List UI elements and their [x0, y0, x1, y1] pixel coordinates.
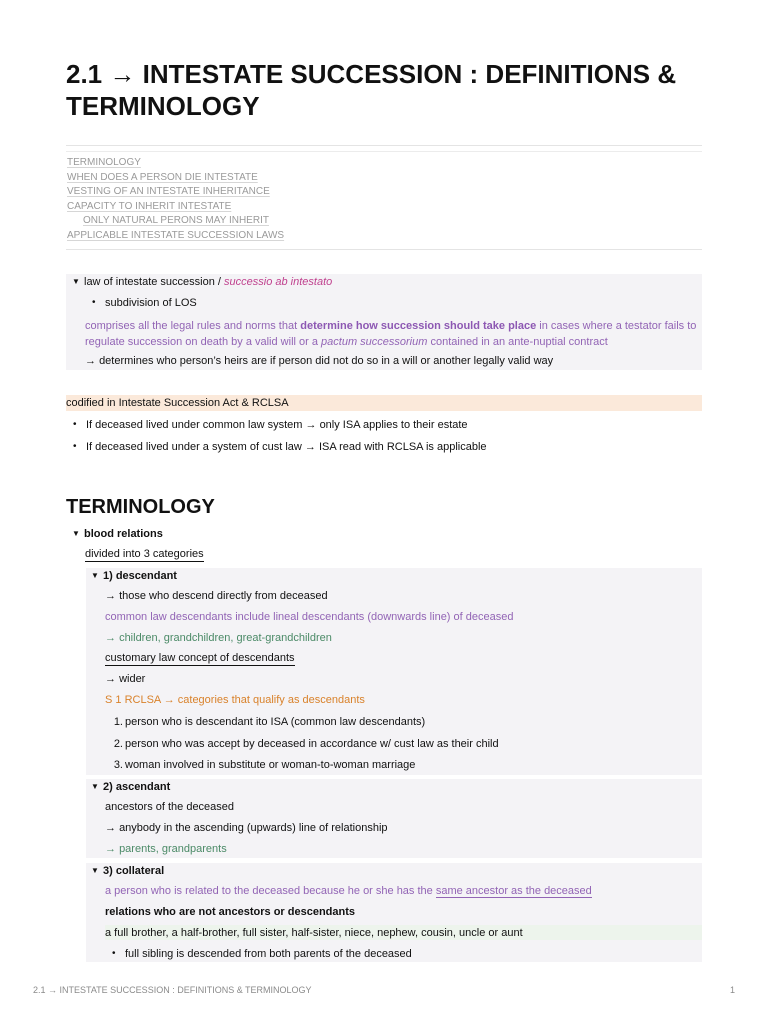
collateral-toggle[interactable]	[91, 864, 164, 878]
intro-arrow-line	[85, 354, 701, 368]
arrow-icon: →	[105, 822, 116, 834]
def-mid: in cases where a testator fails to regulate succession on death by a valid will or a	[85, 320, 697, 348]
arrow-icon: →	[305, 419, 317, 431]
toggle-triangle-icon: ▼	[72, 277, 80, 286]
intro-bullet-text: subdivision of LOS	[105, 297, 197, 309]
ascendant-label: 2) ascendant	[103, 781, 171, 793]
divided-text: divided into 3 categories	[85, 548, 204, 560]
collateral-examples: a full brother, a half-brother, full sister, half-sister, niece, nephew, cousin, uncle or aunt	[105, 927, 523, 939]
toc-divider	[66, 151, 702, 152]
def-italic: pactum successorium	[321, 336, 428, 348]
descendant-label: 1) descendant	[103, 570, 177, 582]
toc-link-natural-persons[interactable]: ONLY NATURAL PERONS MAY INHERIT	[83, 215, 269, 226]
toggle-triangle-icon: ▼	[91, 571, 99, 580]
descendant-customary	[105, 651, 295, 665]
footer-title: 2.1 → INTESTATE SUCCESSION : DEFINITIONS & TERMINOLOGY	[33, 985, 312, 995]
toc-link-terminology[interactable]: TERMINOLOGY	[67, 157, 141, 168]
arrow-icon: →	[105, 843, 116, 855]
def-bold: determine how succession should take place	[300, 320, 537, 332]
law-bullet-cust-b: ISA read with RCLSA is applicable	[318, 441, 487, 453]
arrow-icon: →	[163, 694, 175, 706]
law-bullet-cust-a: If deceased lived under a system of cust law	[86, 441, 302, 453]
table-of-contents	[66, 145, 702, 250]
descendant-list-item-2	[113, 737, 499, 751]
intro-bullet	[105, 296, 197, 310]
ascendant-arrow-text: anybody in the ascending (upwards) line of relationship	[119, 822, 388, 834]
law-bullet-common-b: only ISA applies to their estate	[319, 419, 468, 431]
intro-toggle[interactable]	[72, 275, 692, 289]
descendant-wider	[105, 672, 145, 686]
descendant-common-law: common law descendants include lineal descendants (downwards line) of deceased	[105, 611, 514, 623]
toggle-triangle-icon: ▼	[91, 782, 99, 791]
collateral-bullet	[125, 947, 412, 961]
s1-text: categories that qualify as descendants	[177, 694, 365, 706]
ascendant-arrow-1	[105, 821, 388, 835]
s1-prefix: S 1 RCLSA	[105, 694, 161, 706]
arrow-icon: →	[105, 632, 116, 644]
list-number: 3.	[113, 759, 123, 771]
descendant-arrow-1-text: those who descend directly from deceased	[119, 590, 328, 602]
descendant-list-item-3	[113, 758, 416, 772]
list-item-text: person who is descendant ito ISA (common law descendants)	[125, 716, 426, 728]
collateral-label: 3) collateral	[103, 865, 165, 877]
toc-link-vesting[interactable]: VESTING OF AN INTESTATE INHERITANCE	[67, 186, 270, 197]
toggle-triangle-icon: ▼	[91, 866, 99, 875]
descendant-s1-rclsa	[105, 693, 365, 707]
law-bullet-customary	[86, 440, 487, 454]
list-number: 1.	[113, 716, 123, 728]
descendant-examples-text: children, grandchildren, great-grandchildren	[119, 632, 332, 644]
collateral-definition	[105, 884, 592, 898]
def-pre: comprises all the legal rules and norms that	[85, 320, 298, 332]
terminology-heading: TERMINOLOGY	[66, 496, 215, 518]
blood-relations-toggle[interactable]	[72, 527, 163, 541]
descendant-arrow-1	[105, 589, 328, 603]
customary-text: customary law concept of descendants	[105, 652, 295, 664]
intro-toggle-text: law of intestate succession /	[84, 276, 221, 288]
collateral-bullet-text: full sibling is descended from both parents of the deceased	[125, 948, 412, 960]
ascendant-examples-text: parents, grandparents	[119, 843, 227, 855]
blood-relations-label: blood relations	[84, 528, 163, 540]
list-number: 2.	[113, 738, 123, 750]
law-bullet-common-a: If deceased lived under common law system	[86, 419, 303, 431]
arrow-icon: →	[105, 673, 116, 685]
divided-categories	[85, 547, 204, 561]
arrow-icon: →	[85, 355, 96, 367]
descendant-examples	[105, 631, 332, 645]
wider-text: wider	[119, 673, 146, 685]
toc-link-applicable-laws[interactable]: APPLICABLE INTESTATE SUCCESSION LAWS	[67, 229, 285, 241]
descendant-toggle[interactable]	[91, 569, 177, 583]
ascendant-examples	[105, 842, 227, 856]
codified-text: codified in Intestate Succession Act & RCLSA	[66, 397, 289, 409]
list-item-text: person who was accept by deceased in accordance w/ cust law as their child	[125, 738, 499, 750]
arrow-icon: →	[304, 441, 316, 453]
collateral-def-pre: a person who is related to the deceased because he or she has the	[105, 885, 433, 897]
law-bullet-common	[86, 418, 468, 432]
arrow-icon: →	[105, 590, 116, 602]
collateral-bold: relations who are not ancestors or descendants	[105, 906, 356, 918]
toggle-triangle-icon: ▼	[72, 529, 80, 538]
descendant-list-item-1	[113, 715, 426, 729]
footer-left	[33, 985, 312, 995]
toc-link-when-die-intestate[interactable]: WHEN DOES A PERSON DIE INTESTATE	[67, 171, 258, 183]
page-title: 2.1 → INTESTATE SUCCESSION : DEFINITIONS & TERMINOLOGY	[66, 59, 677, 121]
intro-latin-term: successio ab intestato	[224, 276, 333, 288]
ascendant-toggle[interactable]	[91, 780, 170, 794]
toc-link-capacity[interactable]: CAPACITY TO INHERIT INTESTATE	[67, 200, 232, 212]
def-post: contained in an ante-nuptial contract	[430, 336, 608, 348]
collateral-def-underlined: same ancestor as the deceased	[435, 885, 592, 897]
ascendant-text: ancestors of the deceased	[105, 801, 235, 813]
intro-definition	[85, 318, 701, 350]
intro-arrow-text: determines who person’s heirs are if person did not do so in a will or another legally valid way	[99, 355, 554, 367]
footer-page-number: 1	[730, 985, 736, 995]
list-item-text: woman involved in substitute or woman-to-woman marriage	[125, 759, 416, 771]
